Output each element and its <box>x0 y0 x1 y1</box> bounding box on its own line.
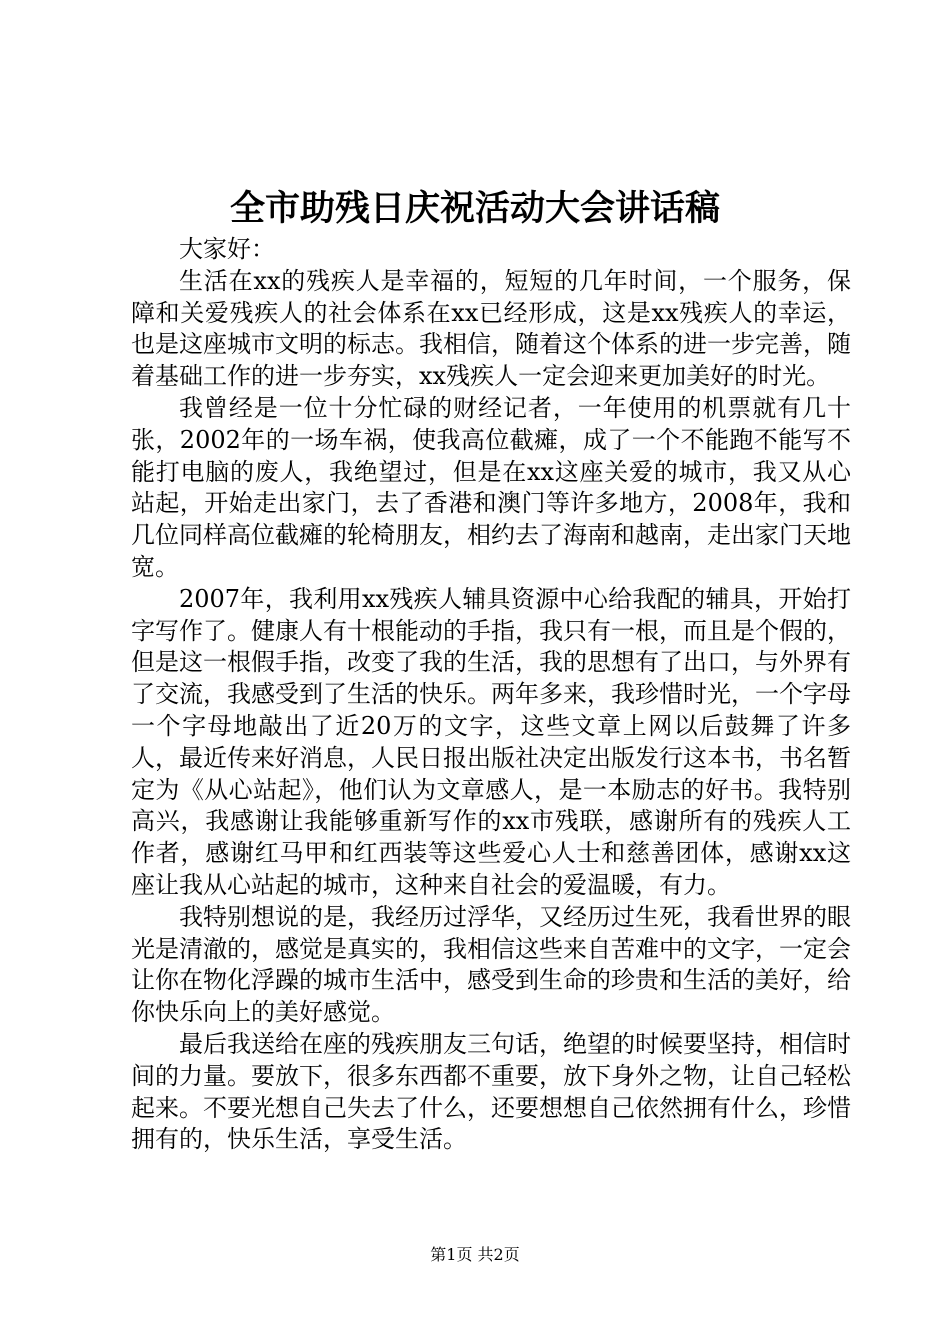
paragraph-greeting: 大家好： <box>179 235 275 263</box>
paragraph-2: 我曾经是一位十分忙碌的财经记者，一年使用的机票就有几十张，2002年的一场车祸，使我高位截瘫，成了一个不能跑不能写不能打电脑的废人，我绝望过，但是在xx这座关爱的城市，我又从心站起，开始走出家门，去了香港和澳门等许多地方，2008年，我和几位同样高位截瘫的轮椅朋友，相约去了海南和越南，走出家门天地宽。 <box>131 393 851 581</box>
paragraph-4: 我特别想说的是，我经历过浮华，又经历过生死，我看世界的眼光是清澈的，感觉是真实的，我相信这些来自苦难中的文字，一定会让你在物化浮躁的城市生活中，感受到生命的珍贵和生活的美好，给你快乐向上的美好感觉。 <box>131 902 851 1027</box>
document-body <box>131 234 851 1156</box>
paragraph-3: 2007年，我利用xx残疾人辅具资源中心给我配的辅具，开始打字写作了。健康人有十根能动的手指，我只有一根，而且是个假的，但是这一根假手指，改变了我的生活，我的思想有了出口，与外界有了交流，我感受到了生活的快乐。两年多来，我珍惜时光，一个字母一个字母地敲出了近20万的文字，这些文章上网以后鼓舞了许多人，最近传来好消息，人民日报出版社决定出版发行这本书，书名暂定为《从心站起》，他们认为文章感人，是一本励志的好书。我特别高兴，我感谢让我能够重新写作的xx市残联，感谢所有的残疾人工作者，感谢红马甲和红西装等这些爱心人士和慈善团体，感谢xx这座让我从心站起的城市，这种来自社会的爱温暖，有力。 <box>131 584 851 899</box>
document-title: 全市助残日庆祝活动大会讲话稿 <box>229 188 720 229</box>
paragraph-1: 生活在xx的残疾人是幸福的，短短的几年时间，一个服务，保障和关爱残疾人的社会体系在xx已经形成，这是xx残疾人的幸运，也是这座城市文明的标志。我相信，随着这个体系的进一步完善，随着基础工作的进一步夯实，xx残疾人一定会迎来更加美好的时光。 <box>131 266 851 391</box>
page-number-footer: 第1页 共2页 <box>430 1245 520 1264</box>
paragraph-5: 最后我送给在座的残疾朋友三句话，绝望的时候要坚持，相信时间的力量。要放下，很多东西都不重要，放下身外之物，让自己轻松起来。不要光想自己失去了什么，还要想想自己依然拥有什么，珍惜拥有的，快乐生活，享受生活。 <box>131 1029 851 1154</box>
